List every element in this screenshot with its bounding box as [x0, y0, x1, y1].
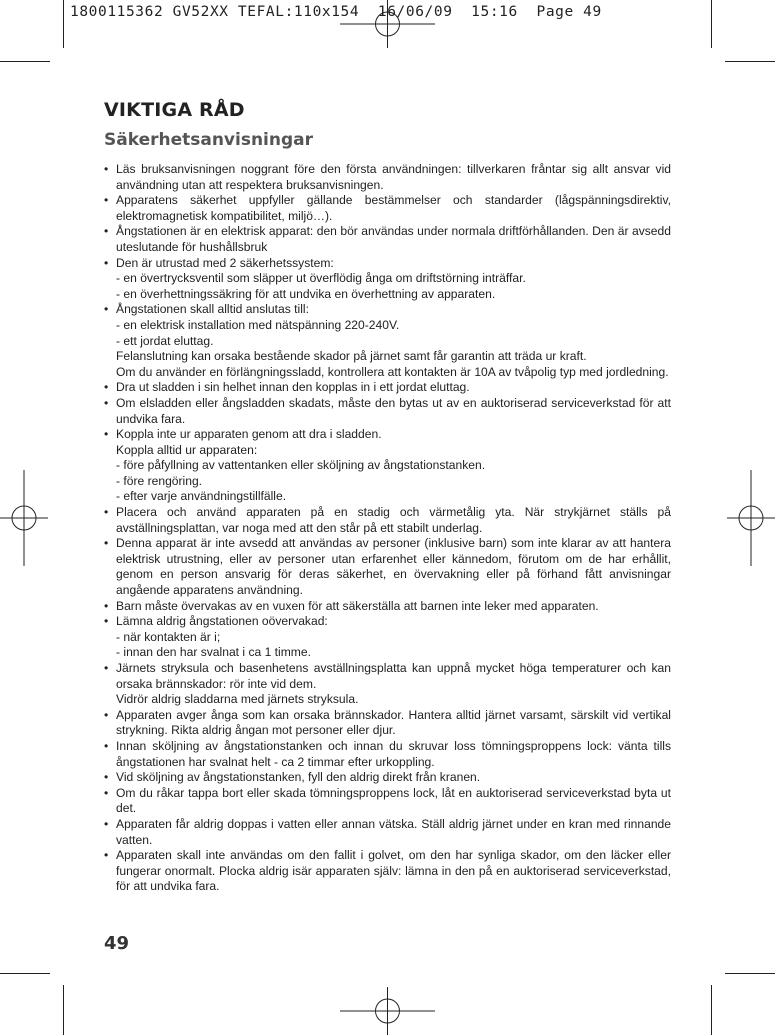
list-item-subline: Om du använder en förlängningssladd, kontrollera att kontakten är 10A av tvåpolig typ med jordledning. [116, 364, 669, 379]
list-item-subline: - efter varje användningstillfälle. [116, 489, 287, 504]
page-title: VIKTIGA RÅD [104, 99, 245, 121]
list-item-text: Lämna aldrig ångstationen oövervakad: [116, 614, 328, 629]
list-item-text: Apparaten skall inte användas om den fallit i golvet, om den har synliga skador, om den läcker eller fungerar onormalt. Plocka aldrig isär apparaten själv: lämna in den på en auktoriserad serviceverkstad, för att undvika fara. [116, 848, 671, 894]
list-item-subline: Felanslutning kan orsaka bestående skador på järnet samt får garantin att träda ur kraft. [116, 349, 587, 364]
list-item [104, 193, 671, 224]
list-item-text: Barn måste övervakas av en vuxen för att säkerställa att barnen inte leker med apparaten. [116, 598, 599, 613]
list-item [104, 224, 671, 255]
list-item [104, 302, 671, 380]
list-item [104, 739, 671, 770]
list-item-text: Apparaten får aldrig doppas i vatten eller annan vätska. Ställ aldrig järnet under en kran med rinnande vatten. [116, 816, 671, 847]
bullet-icon: • [104, 505, 109, 520]
list-item-subline: - innan den har svalnat i ca 1 timme. [116, 645, 311, 660]
bullet-icon: • [104, 785, 109, 800]
bullet-icon: • [104, 707, 109, 722]
bullet-icon: • [104, 598, 109, 613]
list-item-text: Apparaten avger ånga som kan orsaka brännskador. Hantera alltid järnet varsamt, särskilt vid vertikal strykning. Rikta aldrig ångan mot personer eller djur. [116, 707, 671, 738]
list-item [104, 536, 671, 598]
print-slug-line: 1800115362 GV52XX TEFAL:110x154 16/06/09 15:16 Page 49 [70, 4, 602, 20]
list-item-text: Dra ut sladden i sin helhet innan den kopplas in i ett jordat eluttag. [116, 380, 470, 395]
bullet-icon: • [104, 395, 109, 410]
page-number: 49 [104, 933, 130, 954]
list-item-subline: - ett jordat eluttag. [116, 333, 214, 348]
list-item-text: Om du råkar tappa bort eller skada tömningsproppens lock, låt en auktoriserad serviceverkstad byta ut det. [116, 785, 671, 816]
list-item-subline: - när kontakten är i; [116, 629, 221, 644]
safety-instructions-list [104, 162, 671, 895]
bullet-icon: • [104, 255, 109, 270]
list-item-subline: Vidrör aldrig sladdarna med järnets stryksula. [116, 692, 359, 707]
list-item-subline: Koppla alltid ur apparaten: [116, 442, 258, 457]
list-item-text: Ångstationen är en elektrisk apparat: den bör användas under normala driftförhållanden. Den är avsedd uteslutande för hushållsbruk [116, 224, 671, 254]
list-item-text: Om elsladden eller ångsladden skadats, måste den bytas ut av en auktoriserad serviceverkstad för att undvika fara. [116, 395, 671, 426]
list-item [104, 848, 671, 895]
list-item-text: Vid sköljning av ångstationstanken, fyll den aldrig direkt från kranen. [116, 770, 481, 785]
list-item-text: Läs bruksanvisningen noggrant före den första användningen: tillverkaren fråntar sig allt ansvar vid användning utan att respektera bruksanvisningen. [116, 162, 671, 192]
list-item-subline: - en elektrisk installation med nätspänning 220-240V. [116, 317, 400, 332]
section-subtitle: Säkerhetsanvisningar [104, 130, 314, 150]
list-item [104, 770, 671, 786]
bullet-icon: • [104, 193, 109, 208]
list-item-subline: - före rengöring. [116, 473, 203, 488]
list-item-text: Den är utrustad med 2 säkerhetssystem: [116, 255, 334, 270]
bullet-icon: • [104, 816, 109, 831]
list-item [104, 817, 671, 848]
list-item-text: Järnets stryksula och basenhetens avställningsplatta kan uppnå mycket höga temperaturer och kan orsaka brännskador: rör inte vid dem. [116, 661, 671, 691]
list-item-text: Apparatens säkerhet uppfyller gällande bestämmelser och standarder (lågspänningsdirektiv, elektromagnetisk kompatibilitet, miljö…). [116, 193, 671, 223]
bullet-icon: • [104, 380, 109, 395]
bullet-icon: • [104, 162, 109, 176]
list-item [104, 396, 671, 427]
list-item [104, 380, 671, 396]
list-item [104, 427, 671, 505]
list-item [104, 786, 671, 817]
list-item [104, 505, 671, 536]
list-item-text: Innan sköljning av ångstationstanken och innan du skruvar loss tömningsproppens lock: vänta tills ångstationen har svalnat helt - ca 2 timmar efter urkoppling. [116, 738, 671, 769]
list-item-subline: - en överhettningssäkring för att undvika en överhettning av apparaten. [116, 286, 496, 301]
list-item-text: Ångstationen skall alltid anslutas till: [116, 302, 309, 317]
bullet-icon: • [104, 536, 109, 551]
list-item-text: Koppla inte ur apparaten genom att dra i sladden. [116, 427, 382, 442]
list-item-subline: - före påfyllning av vattentanken eller sköljning av ångstationstanken. [116, 458, 486, 473]
bullet-icon: • [104, 224, 109, 239]
bullet-icon: • [104, 614, 109, 629]
bullet-icon: • [104, 661, 109, 675]
bullet-icon: • [104, 738, 109, 753]
list-item-text: Placera och använd apparaten på en stadig och värmetålig yta. När strykjärnet ställs på avställningsplattan, var noga med att den står på ett stabilt underlag. [116, 505, 671, 535]
bullet-icon: • [104, 302, 109, 317]
bullet-icon: • [104, 848, 109, 863]
list-item [104, 614, 671, 661]
list-item-text: Denna apparat är inte avsedd att användas av personer (inklusive barn) som inte klarar av att hantera elektrisk utrustning, eller av personer utan erfarenhet eller kännedom, förutom om de har erhållit, genom en person ansvarig för deras säkerhet, en övervakning eller på förhand fått anvisningar angående apparatens användning. [116, 536, 671, 598]
list-item [104, 256, 671, 303]
bullet-icon: • [104, 770, 109, 785]
list-item [104, 708, 671, 739]
list-item-subline: - en övertrycksventil som släpper ut överflödig ånga om driftstörning inträffar. [116, 271, 526, 286]
list-item [104, 661, 671, 708]
bullet-icon: • [104, 427, 109, 442]
list-item [104, 162, 671, 193]
list-item [104, 599, 671, 615]
